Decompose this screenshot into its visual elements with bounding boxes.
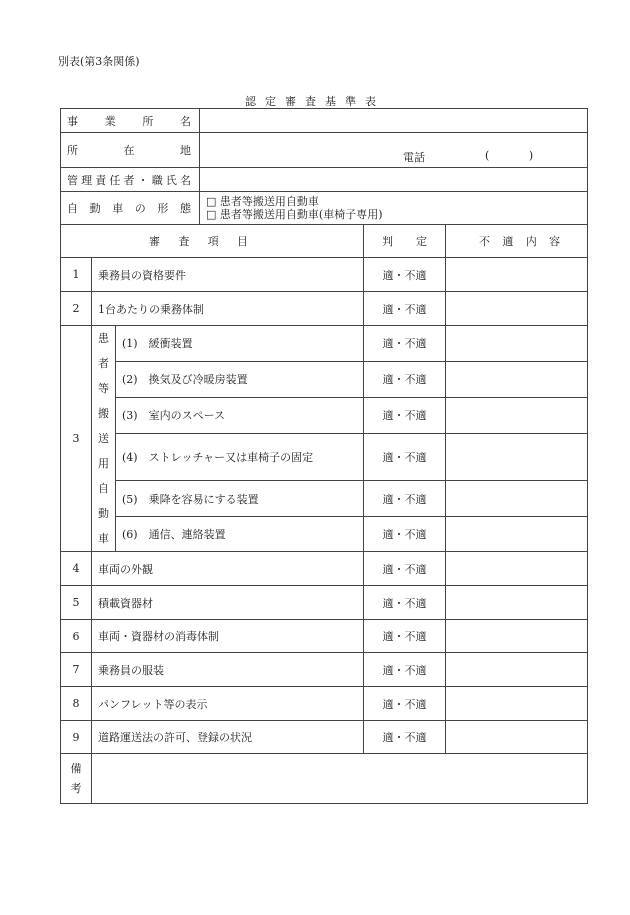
item-no: 6 bbox=[61, 620, 92, 653]
label-char: 者 bbox=[123, 173, 135, 187]
item-row-3-5 bbox=[61, 481, 588, 517]
item-row-8 bbox=[61, 687, 588, 721]
label-char: 事 bbox=[67, 114, 78, 128]
item-text: 車両・資器材の消毒体制 bbox=[92, 620, 364, 653]
vehicle-group-label bbox=[92, 326, 116, 552]
judgment-choice[interactable]: 適・不適 bbox=[364, 292, 446, 326]
location-row bbox=[61, 133, 588, 168]
manager-field[interactable] bbox=[200, 168, 588, 192]
unfit-content-field[interactable] bbox=[446, 397, 588, 433]
judgment-choice[interactable]: 適・不適 bbox=[364, 653, 446, 687]
label-char: 所 bbox=[67, 144, 78, 157]
item-row-7 bbox=[61, 653, 588, 687]
judgment-choice[interactable]: 適・不適 bbox=[364, 397, 446, 433]
judgment-choice[interactable]: 適・不適 bbox=[364, 326, 446, 362]
item-row-2 bbox=[61, 292, 588, 326]
unfit-content-field[interactable] bbox=[446, 586, 588, 620]
vertical-char: 考 bbox=[70, 781, 82, 795]
unfit-content-field[interactable] bbox=[446, 687, 588, 721]
label-char: 形 bbox=[157, 202, 169, 215]
unfit-content-field[interactable] bbox=[446, 292, 588, 326]
item-no: 8 bbox=[61, 687, 92, 721]
item-row-1 bbox=[61, 258, 588, 292]
vertical-char: 車 bbox=[98, 532, 109, 545]
item-no: 2 bbox=[61, 292, 92, 326]
sub-item-text: (3) 室内のスペース bbox=[116, 397, 364, 433]
unfit-content-field[interactable] bbox=[446, 517, 588, 552]
label-char: 名 bbox=[180, 173, 191, 187]
label-char: 所 bbox=[142, 114, 154, 128]
judgment-choice[interactable]: 適・不適 bbox=[364, 258, 446, 292]
label-char: 不 bbox=[479, 235, 491, 248]
location-field[interactable] bbox=[200, 133, 588, 168]
item-no: 1 bbox=[61, 258, 92, 292]
judgment-choice[interactable]: 適・不適 bbox=[364, 620, 446, 653]
vertical-char: 用 bbox=[98, 457, 109, 470]
vehicle-option-wheelchair[interactable]: □ 患者等搬送用自動車(車椅子専用) bbox=[206, 208, 383, 221]
vertical-char: 送 bbox=[98, 432, 109, 445]
label-char: 審 bbox=[149, 235, 160, 248]
label-char: 業 bbox=[104, 114, 116, 128]
vertical-char: 動 bbox=[98, 507, 109, 520]
vehicle-option-standard[interactable]: □ 患者等搬送用自動車 bbox=[206, 195, 319, 208]
vertical-char: 患 bbox=[98, 332, 109, 345]
unfit-content-field[interactable] bbox=[446, 326, 588, 362]
judgment-choice[interactable]: 適・不適 bbox=[364, 552, 446, 586]
sub-item-text: (5) 乗降を容易にする装置 bbox=[116, 481, 364, 517]
label-char: 項 bbox=[207, 235, 219, 248]
remarks-label bbox=[61, 754, 92, 804]
unfit-content-field[interactable] bbox=[446, 361, 588, 397]
office-name-row bbox=[61, 109, 588, 133]
header-items bbox=[61, 225, 364, 258]
unfit-content-field[interactable] bbox=[446, 552, 588, 586]
label-char: 定 bbox=[416, 235, 428, 248]
judgment-choice[interactable]: 適・不適 bbox=[364, 361, 446, 397]
label-char: 地 bbox=[180, 144, 192, 157]
item-no: 7 bbox=[61, 653, 92, 687]
office-name-label bbox=[61, 109, 200, 133]
item-text: 乗務員の資格要件 bbox=[92, 258, 364, 292]
office-name-field[interactable] bbox=[200, 109, 588, 133]
sub-item-text: (6) 通信、連絡装置 bbox=[116, 517, 364, 552]
item-text: 道路運送法の許可、登録の状況 bbox=[92, 721, 364, 754]
location-label bbox=[61, 133, 200, 168]
vertical-char: 等 bbox=[98, 382, 109, 395]
manager-row bbox=[61, 168, 588, 192]
item-row-4 bbox=[61, 552, 588, 586]
item-row-5 bbox=[61, 586, 588, 620]
phone-parens: ( ) bbox=[485, 149, 552, 162]
unfit-content-field[interactable] bbox=[446, 258, 588, 292]
vertical-char: 備 bbox=[70, 761, 82, 775]
label-char: 査 bbox=[178, 235, 190, 248]
vehicle-type-label bbox=[61, 192, 200, 225]
label-char: 容 bbox=[549, 235, 561, 248]
item-row-3-2 bbox=[61, 361, 588, 397]
label-char: の bbox=[134, 202, 146, 215]
item-row-6 bbox=[61, 620, 588, 653]
vehicle-type-options[interactable] bbox=[200, 192, 588, 225]
item-row-3-3 bbox=[61, 397, 588, 433]
header-row bbox=[61, 225, 588, 258]
judgment-choice[interactable]: 適・不適 bbox=[364, 481, 446, 517]
sub-item-text: (1) 緩衝装置 bbox=[116, 326, 364, 362]
remarks-field[interactable] bbox=[92, 754, 588, 804]
item-text: 積載資器材 bbox=[92, 586, 364, 620]
unfit-content-field[interactable] bbox=[446, 721, 588, 754]
label-char: 適 bbox=[502, 235, 514, 248]
label-char: 理 bbox=[81, 173, 93, 187]
remarks-row bbox=[61, 754, 588, 804]
item-row-3-6 bbox=[61, 517, 588, 552]
sub-item-text: (4) ストレッチャー又は車椅子の固定 bbox=[116, 433, 364, 481]
label-char: 任 bbox=[109, 173, 121, 187]
unfit-content-field[interactable] bbox=[446, 620, 588, 653]
item-text: 1台あたりの乗務体制 bbox=[92, 292, 364, 326]
item-no: 9 bbox=[61, 721, 92, 754]
label-char: 管 bbox=[67, 173, 78, 187]
vertical-char: 自 bbox=[98, 482, 109, 495]
appendix-label: 別表(第3条関係) bbox=[58, 55, 140, 68]
label-char: ・ bbox=[137, 173, 149, 187]
item-text: パンフレット等の表示 bbox=[92, 687, 364, 721]
header-unfit bbox=[446, 225, 588, 258]
vehicle-type-row bbox=[61, 192, 588, 225]
label-char: 責 bbox=[95, 173, 107, 187]
label-char: 名 bbox=[180, 114, 192, 128]
document-title: 認定審査基準表 bbox=[245, 95, 385, 108]
item-no: 3 bbox=[61, 326, 92, 552]
label-char: 目 bbox=[237, 235, 249, 248]
label-char: 自 bbox=[67, 202, 78, 215]
item-no: 4 bbox=[61, 552, 92, 586]
item-no: 5 bbox=[61, 586, 92, 620]
item-text: 乗務員の服装 bbox=[92, 653, 364, 687]
label-char: 氏 bbox=[165, 173, 177, 187]
label-char: 在 bbox=[123, 144, 135, 157]
label-char: 態 bbox=[179, 202, 191, 215]
phone-label: 電話 bbox=[403, 151, 426, 164]
judgment-choice[interactable]: 適・不適 bbox=[364, 517, 446, 552]
label-char: 動 bbox=[89, 202, 101, 215]
item-row-9 bbox=[61, 721, 588, 754]
judgment-choice[interactable]: 適・不適 bbox=[364, 586, 446, 620]
label-char: 内 bbox=[525, 235, 537, 248]
label-char: 判 bbox=[382, 235, 394, 248]
judgment-choice[interactable]: 適・不適 bbox=[364, 687, 446, 721]
unfit-content-field[interactable] bbox=[446, 481, 588, 517]
label-char: 職 bbox=[151, 173, 163, 187]
manager-label bbox=[61, 168, 200, 192]
criteria-table bbox=[60, 108, 588, 804]
item-row-3-1 bbox=[61, 326, 588, 362]
label-char: 車 bbox=[112, 202, 124, 215]
sub-item-text: (2) 換気及び冷暖房装置 bbox=[116, 361, 364, 397]
judgment-choice[interactable]: 適・不適 bbox=[364, 721, 446, 754]
item-text: 車両の外観 bbox=[92, 552, 364, 586]
unfit-content-field[interactable] bbox=[446, 433, 588, 481]
item-row-3-4 bbox=[61, 433, 588, 481]
vertical-char: 搬 bbox=[98, 407, 109, 420]
header-judgment bbox=[364, 225, 446, 258]
unfit-content-field[interactable] bbox=[446, 653, 588, 687]
judgment-choice[interactable]: 適・不適 bbox=[364, 433, 446, 481]
vertical-char: 者 bbox=[98, 357, 109, 370]
